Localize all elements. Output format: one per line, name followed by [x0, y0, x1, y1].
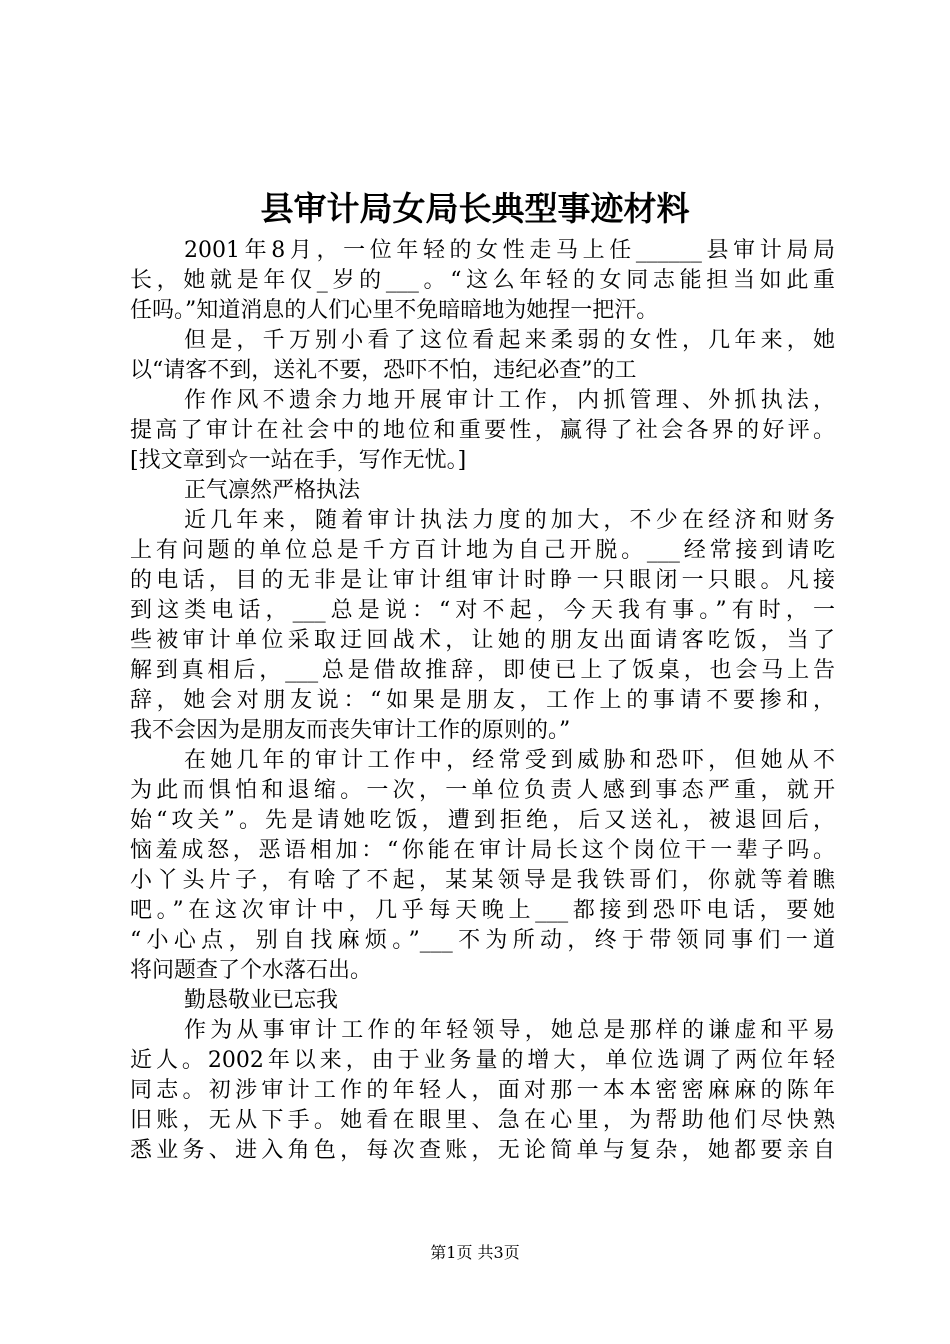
text-line: 始“攻关”。先是请她吃饭，遭到拒绝，后又送礼，被退回后， [130, 808, 835, 833]
section-heading: 勤恳敬业已忘我 [184, 988, 339, 1013]
text-line: 长，她就是年仅_岁的___。“这么年轻的女同志能担当如此重 [130, 268, 835, 293]
text-line: 但是，千万别小看了这位看起来柔弱的女性，几年来，她 [184, 328, 835, 353]
text-line: 将问题查了个水落石出。 [130, 958, 373, 983]
text-line: 为此而惧怕和退缩。一次，一单位负责人感到事态严重，就开 [130, 778, 835, 803]
text-line: 2001年8月，一位年轻的女性走马上任______县审计局局 [184, 238, 835, 263]
text-line: 在她几年的审计工作中，经常受到威胁和恐吓，但她从不 [184, 748, 835, 773]
text-line: 的电话，目的无非是让审计组审计时睁一只眼闭一只眼。凡接 [130, 568, 835, 593]
text-line: 悉业务、进入角色，每次查账，无论简单与复杂，她都要亲自 [130, 1138, 835, 1163]
document-title: 县审计局女局长典型事迹材料 [260, 189, 690, 228]
text-line: 作作风不遗余力地开展审计工作，内抓管理、外抓执法， [184, 388, 835, 413]
text-line: 任吗。”知道消息的人们心里不免暗暗地为她捏一把汗。 [130, 298, 659, 323]
text-line: 以“请客不到，送礼不要，恐吓不怕，违纪必查”的工 [130, 358, 637, 383]
text-line: 解到真相后，___总是借故推辞，即使已上了饭桌，也会马上告 [130, 658, 835, 683]
text-line: “小心点，别自找麻烦。”___不为所动，终于带领同事们一道 [130, 928, 835, 953]
text-line: 近几年来，随着审计执法力度的加大，不少在经济和财务 [184, 508, 835, 533]
text-line: [找文章到☆一站在手，写作无忧。] [130, 448, 467, 473]
text-line: 作为从事审计工作的年轻领导，她总是那样的谦虚和平易 [184, 1018, 835, 1043]
text-line: 辞，她会对朋友说：“如果是朋友，工作上的事请不要掺和， [130, 688, 835, 713]
text-line: 些被审计单位采取迂回战术，让她的朋友出面请客吃饭，当了 [130, 628, 835, 653]
section-heading: 正气凛然严格执法 [184, 478, 361, 503]
text-line: 小丫头片子，有啥了不起，某某领导是我铁哥们，你就等着瞧 [130, 868, 835, 893]
document-body [130, 236, 835, 1166]
text-line: 近人。2002年以来，由于业务量的增大，单位选调了两位年轻 [130, 1048, 835, 1073]
text-line: 旧账，无从下手。她看在眼里、急在心里，为帮助他们尽快熟 [130, 1108, 835, 1133]
text-line: 恼羞成怒，恶语相加：“你能在审计局长这个岗位干一辈子吗。 [130, 838, 835, 863]
text-line: 吧。”在这次审计中，几乎每天晚上___都接到恐吓电话，要她 [130, 898, 835, 923]
text-line: 提高了审计在社会中的地位和重要性，赢得了社会各界的好评。 [130, 418, 835, 443]
page-footer: 第1页 共3页 [430, 1243, 520, 1262]
text-line: 到这类电话，___总是说：“对不起，今天我有事。”有时，一 [130, 598, 835, 623]
text-line: 同志。初涉审计工作的年轻人，面对那一本本密密麻麻的陈年 [130, 1078, 835, 1103]
text-line: 我不会因为是朋友而丧失审计工作的原则的。” [130, 718, 571, 743]
text-line: 上有问题的单位总是千方百计地为自己开脱。___经常接到请吃 [130, 538, 835, 563]
